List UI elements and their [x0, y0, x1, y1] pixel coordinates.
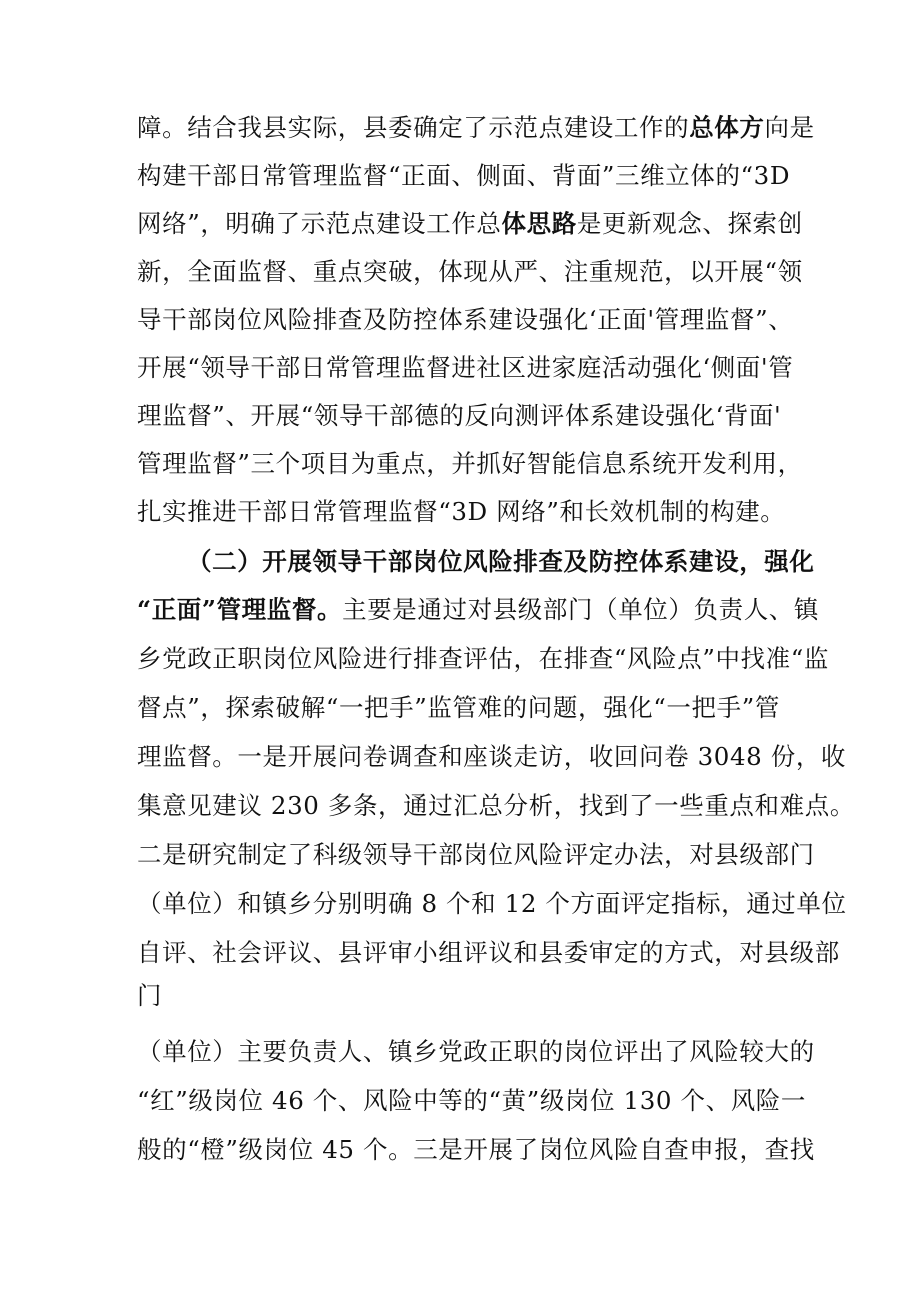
paragraph1-line6: 开展“领导干部日常管理监督进社区进家庭活动强化‘侧面'管	[137, 353, 794, 382]
text-segment: 障。结合我县实际，县委确定了示范点建设工作的	[137, 113, 690, 142]
section2-line13: 般的“橙”级岗位 45 个。三是开展了岗位风险自查申报，查找	[137, 1135, 815, 1164]
section2-line3: 乡党政正职岗位风险进行排查评估，在排查“风险点”中找准“监	[137, 644, 829, 673]
section2-line11: （单位）主要负责人、镇乡党政正职的岗位评出了风险较大的	[137, 1037, 815, 1066]
section2-heading-line1: （二）开展领导干部岗位风险排查及防控体系建设，强化	[187, 547, 815, 576]
section2-line8: （单位）和镇乡分别明确 8 个和 12 个方面评定指标，通过单位	[137, 889, 847, 918]
bold-keyword: 总体方	[689, 113, 765, 142]
paragraph1-line9: 扎实推进干部日常管理监督“3D 网络”和长效机制的构建。	[137, 497, 786, 526]
text-segment: 向是	[764, 113, 815, 142]
section2-line9: 自评、社会评议、县评审小组评议和县委审定的方式，对县级部	[137, 938, 840, 967]
section2-line6: 集意见建议 230 多条，通过汇总分析，找到了一些重点和难点。	[137, 791, 855, 820]
paragraph1-line5: 导干部岗位风险排查及防控体系建设强化‘正面'管理监督”、	[137, 305, 794, 334]
section2-line2	[137, 594, 819, 626]
paragraph1-line2: 构建干部日常管理监督“正面、侧面、背面”三维立体的“3D	[137, 161, 791, 190]
text-segment: 是更新观念、探索创	[576, 209, 803, 238]
paragraph1-line4: 新，全面监督、重点突破，体现从严、注重规范，以开展“领	[137, 257, 803, 286]
paragraph1-line7: 理监督”、开展“领导干部德的反向测评体系建设强化‘背面'	[137, 401, 782, 430]
section2-heading-line2: “正面”管理监督。	[137, 595, 343, 624]
paragraph1-line3	[137, 208, 803, 240]
paragraph1-line8: 管理监督”三个项目为重点，并抓好智能信息系统开发利用，	[137, 449, 803, 478]
section2-line12: “红”级岗位 46 个、风险中等的“黄”级岗位 130 个、风险一	[137, 1086, 806, 1115]
section2-line5: 理监督。一是开展问卷调查和座谈走访，收回问卷 3048 份，收	[137, 742, 847, 771]
section2-line7: 二是研究制定了科级领导干部岗位风险评定办法，对县级部门	[137, 840, 815, 869]
section2-line4: 督点”，探索破解“一把手”监管难的问题，强化“一把手”管	[137, 693, 780, 722]
text-segment: 主要是通过对县级部门（单位）负责人、镇	[342, 595, 819, 624]
paragraph1-line1	[137, 112, 815, 144]
section2-line10: 门	[137, 981, 163, 1010]
text-segment: 网络”，明确了示范点建设工作总	[137, 209, 502, 238]
bold-keyword: 体思路	[501, 209, 577, 238]
